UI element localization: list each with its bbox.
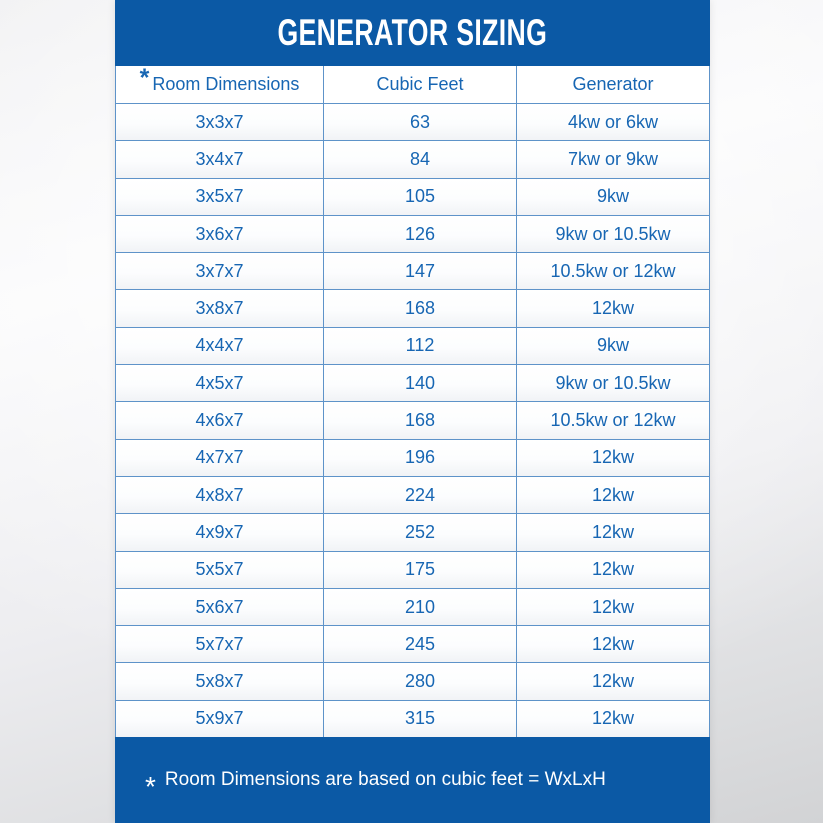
cell-room-dimensions: 4x6x7 xyxy=(195,410,244,431)
table-row xyxy=(116,365,709,402)
cell-room-dimensions: 4x7x7 xyxy=(195,447,244,468)
cell-generator: 12kw xyxy=(516,663,709,699)
cell-cubic-feet: 140 xyxy=(323,365,516,401)
cell-cubic-feet: 245 xyxy=(323,626,516,662)
cell-generator: 7kw or 9kw xyxy=(516,141,709,177)
table-row xyxy=(116,104,709,141)
cell-room-dimensions: 5x7x7 xyxy=(195,633,244,654)
column-header-room-dimensions-label: Room Dimensions xyxy=(152,74,300,94)
cell-cubic-feet: 168 xyxy=(323,402,516,438)
cell-cubic-feet: 105 xyxy=(323,179,516,215)
cell-cubic-feet: 224 xyxy=(323,477,516,513)
table-row xyxy=(116,253,709,290)
cell-room-dimensions: 5x5x7 xyxy=(195,559,244,580)
table-row xyxy=(116,626,709,663)
cell-generator: 9kw or 10.5kw xyxy=(516,216,709,252)
cell-room-dimensions: 3x4x7 xyxy=(195,148,244,169)
cell-cubic-feet: 280 xyxy=(323,663,516,699)
table-row xyxy=(116,477,709,514)
table-body xyxy=(115,104,710,737)
cell-room-dimensions: 3x6x7 xyxy=(195,223,244,244)
cell-room-dimensions: 4x4x7 xyxy=(195,335,244,356)
asterisk-marker: * xyxy=(139,64,150,92)
table-row xyxy=(116,440,709,477)
column-header-generator: Generator xyxy=(516,66,709,103)
table-row xyxy=(116,514,709,551)
cell-generator: 12kw xyxy=(516,290,709,326)
cell-generator: 10.5kw or 12kw xyxy=(516,402,709,438)
cell-generator: 9kw or 10.5kw xyxy=(516,365,709,401)
cell-room-dimensions: 3x7x7 xyxy=(195,260,244,281)
cell-generator: 12kw xyxy=(516,626,709,662)
cell-generator: 12kw xyxy=(516,477,709,513)
footnote-text: Room Dimensions are based on cubic feet = WxLxH xyxy=(164,769,606,790)
cell-room-dimensions: 3x3x7 xyxy=(195,111,244,132)
column-header-room-dimensions xyxy=(116,66,323,103)
cell-cubic-feet: 63 xyxy=(323,104,516,140)
cell-generator: 12kw xyxy=(516,701,709,737)
footnote-bar: * Room Dimensions are based on cubic feet = WxLxH xyxy=(115,737,710,823)
cell-room-dimensions: 5x6x7 xyxy=(195,596,244,617)
table-row xyxy=(116,589,709,626)
table-row xyxy=(116,141,709,178)
cell-cubic-feet: 126 xyxy=(323,216,516,252)
cell-room-dimensions: 4x9x7 xyxy=(195,521,244,542)
cell-cubic-feet: 175 xyxy=(323,552,516,588)
cell-cubic-feet: 112 xyxy=(323,328,516,364)
cell-generator: 12kw xyxy=(516,589,709,625)
cell-cubic-feet: 147 xyxy=(323,253,516,289)
cell-cubic-feet: 252 xyxy=(323,514,516,550)
generator-sizing-card xyxy=(115,0,710,823)
title-bar xyxy=(115,0,710,66)
cell-room-dimensions: 4x8x7 xyxy=(195,484,244,505)
cell-cubic-feet: 168 xyxy=(323,290,516,326)
cell-generator: 12kw xyxy=(516,552,709,588)
cell-generator: 9kw xyxy=(516,328,709,364)
table-row xyxy=(116,701,709,737)
cell-room-dimensions: 4x5x7 xyxy=(195,372,244,393)
cell-generator: 12kw xyxy=(516,440,709,476)
column-header-cubic-feet: Cubic Feet xyxy=(323,66,516,103)
table-row xyxy=(116,663,709,700)
cell-generator: 9kw xyxy=(516,179,709,215)
page-title: GENERATOR SIZING xyxy=(277,12,548,53)
cell-cubic-feet: 210 xyxy=(323,589,516,625)
cell-generator: 4kw or 6kw xyxy=(516,104,709,140)
cell-room-dimensions: 3x5x7 xyxy=(195,186,244,207)
table-row xyxy=(116,290,709,327)
table-row xyxy=(116,552,709,589)
cell-room-dimensions: 3x8x7 xyxy=(195,298,244,319)
cell-cubic-feet: 315 xyxy=(323,701,516,737)
cell-cubic-feet: 196 xyxy=(323,440,516,476)
table-row xyxy=(116,328,709,365)
table-header-row xyxy=(115,66,710,104)
cell-generator: 12kw xyxy=(516,514,709,550)
table-row xyxy=(116,216,709,253)
table-row xyxy=(116,179,709,216)
cell-generator: 10.5kw or 12kw xyxy=(516,253,709,289)
cell-room-dimensions: 5x9x7 xyxy=(195,708,244,729)
cell-cubic-feet: 84 xyxy=(323,141,516,177)
cell-room-dimensions: 5x8x7 xyxy=(195,671,244,692)
table-row xyxy=(116,402,709,439)
